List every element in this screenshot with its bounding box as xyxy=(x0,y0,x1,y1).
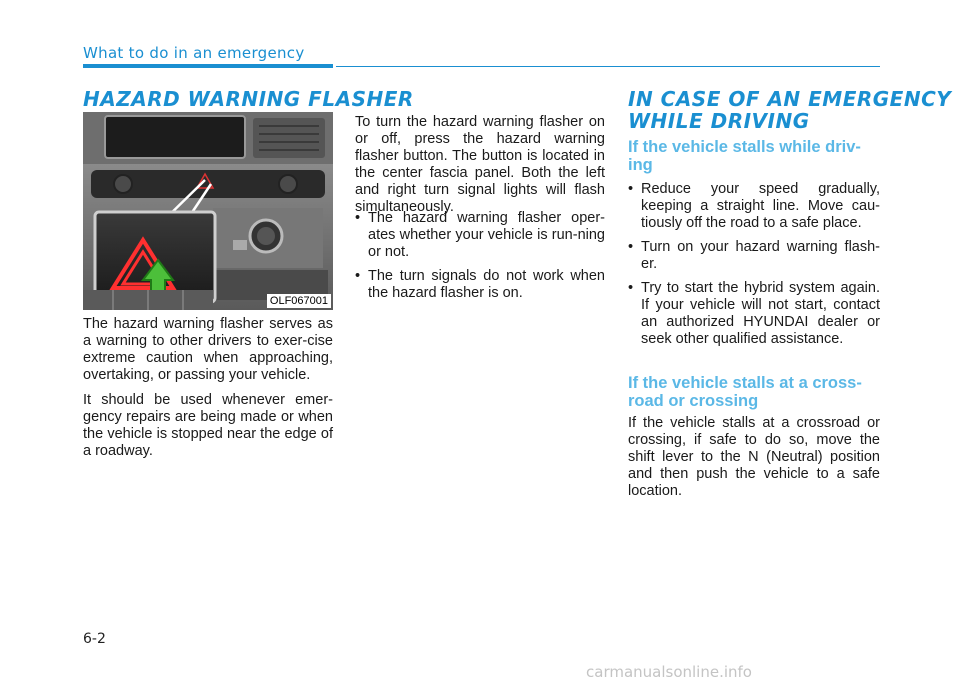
dashboard-illustration xyxy=(83,112,333,310)
hazard-notes-list xyxy=(355,210,605,309)
watermark: carmanualsonline.info xyxy=(586,663,752,681)
stall-while-driving-list xyxy=(628,181,880,355)
list-item: • Try to start the hybrid system again. If your vehicle will not start, contact an authorized HYUNDAI dealer or seek other qualified assistance. xyxy=(628,280,880,348)
hazard-button-figure xyxy=(83,112,333,310)
stall-while-driving-subtitle: If the vehicle stalls while driv-ing xyxy=(628,138,861,174)
hazard-intro-paragraph: The hazard warning flasher serves as a warning to other drivers to exer-cise extreme caution when approaching, overtaking, or passing your vehicle. xyxy=(83,316,333,383)
header-section-title: What to do in an emergency xyxy=(83,44,305,62)
header-rule-thin xyxy=(336,66,880,67)
figure-code-label: OLF067001 xyxy=(267,294,331,308)
stall-crossroad-paragraph: If the vehicle stalls at a crossroad or crossing, if safe to do so, move the shift lever to the N (Neutral) position and then push the vehicle to a safe location. xyxy=(628,415,880,499)
list-item: • Reduce your speed gradually, keeping a straight line. Move cau-tiously off the road to a safe place. xyxy=(628,181,880,232)
hazard-flasher-title: HAZARD WARNING FLASHER xyxy=(83,87,414,111)
list-item: • The hazard warning flasher oper-ates whether your vehicle is run-ning or not. xyxy=(355,210,605,261)
list-item: • The turn signals do not work when the hazard flasher is on. xyxy=(355,268,605,302)
emergency-title-line2: WHILE DRIVING xyxy=(628,109,810,133)
header-rule-thick xyxy=(83,64,333,68)
emergency-title-line1: IN CASE OF AN EMERGENCY xyxy=(628,87,952,111)
page-number: 6-2 xyxy=(83,631,106,647)
hazard-operation-paragraph: To turn the hazard warning flasher on or off, press the hazard warning flasher button. The button is located in the center fascia panel. Both the left and right turn signal lights will flash simultaneously. xyxy=(355,114,605,215)
stall-crossroad-subtitle: If the vehicle stalls at a cross-road or crossing xyxy=(628,374,862,410)
hazard-intro-paragraphs xyxy=(83,316,333,460)
hazard-usage-paragraph: It should be used whenever emer-gency repairs are being made or when the vehicle is stopped near the edge of a roadway. xyxy=(83,392,333,459)
list-item: • Turn on your hazard warning flash-er. xyxy=(628,239,880,273)
